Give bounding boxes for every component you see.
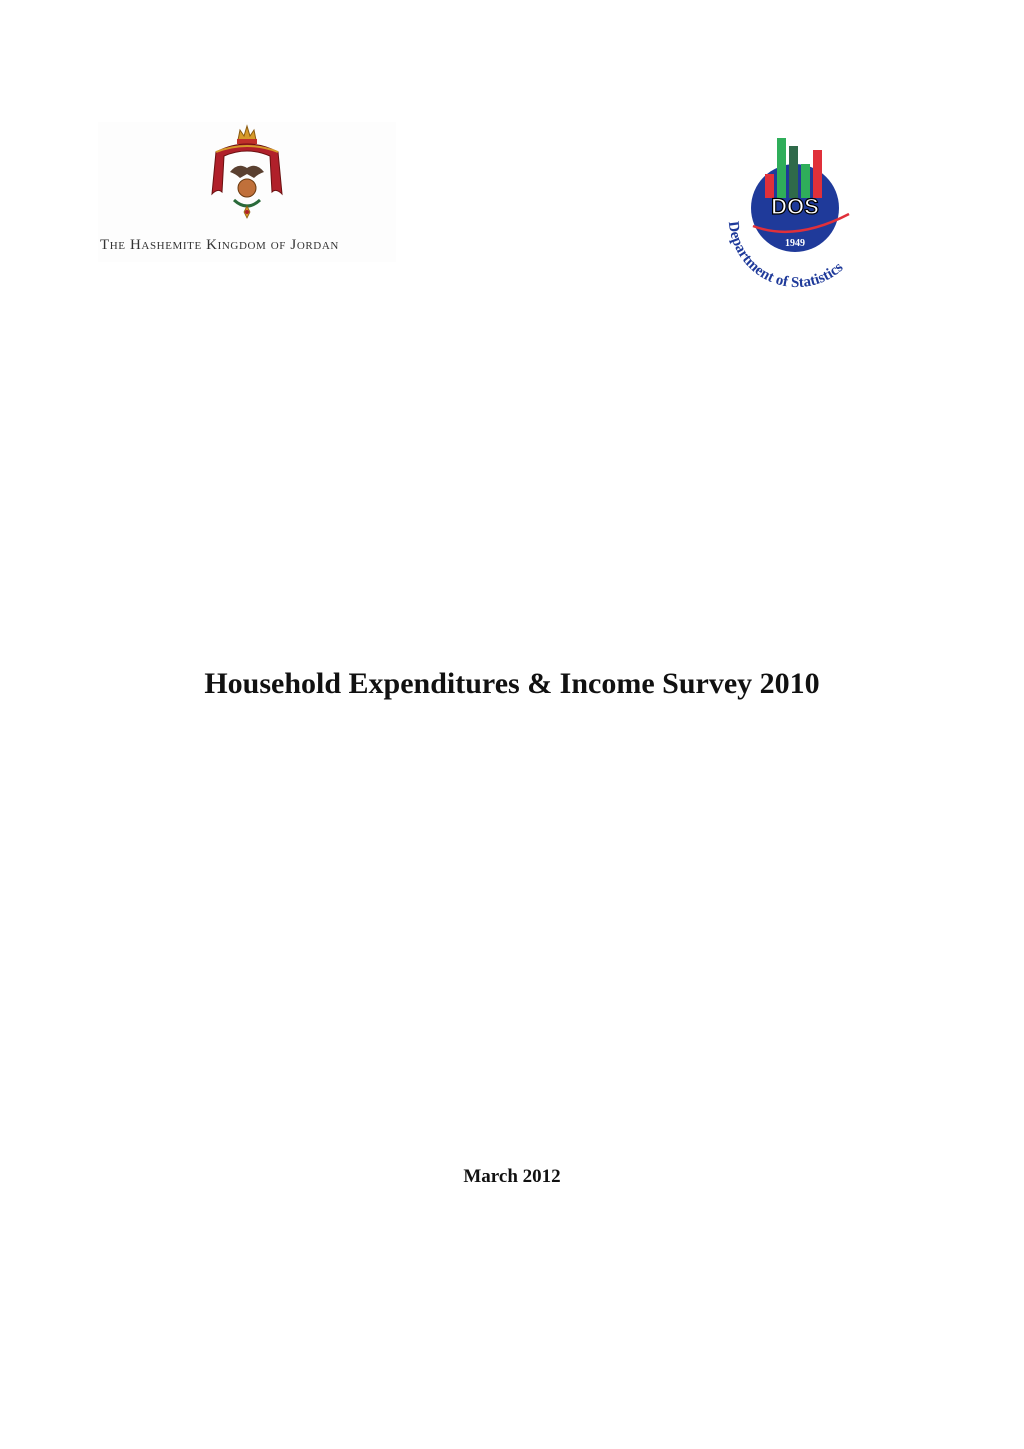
jordan-coat-of-arms-icon bbox=[202, 122, 292, 227]
dos-arc-text: Department of Statistics bbox=[724, 220, 847, 290]
document-date: March 2012 bbox=[463, 1166, 561, 1187]
jordan-logo bbox=[98, 122, 396, 262]
dos-year: 1949 bbox=[785, 238, 805, 249]
dos-abbreviation: DOS bbox=[771, 194, 819, 219]
dos-logo-icon bbox=[715, 130, 875, 290]
document-title: Household Expenditures & Income Survey 2010 bbox=[204, 667, 820, 700]
jordan-caption: The Hashemite Kingdom of Jordan bbox=[100, 237, 339, 253]
